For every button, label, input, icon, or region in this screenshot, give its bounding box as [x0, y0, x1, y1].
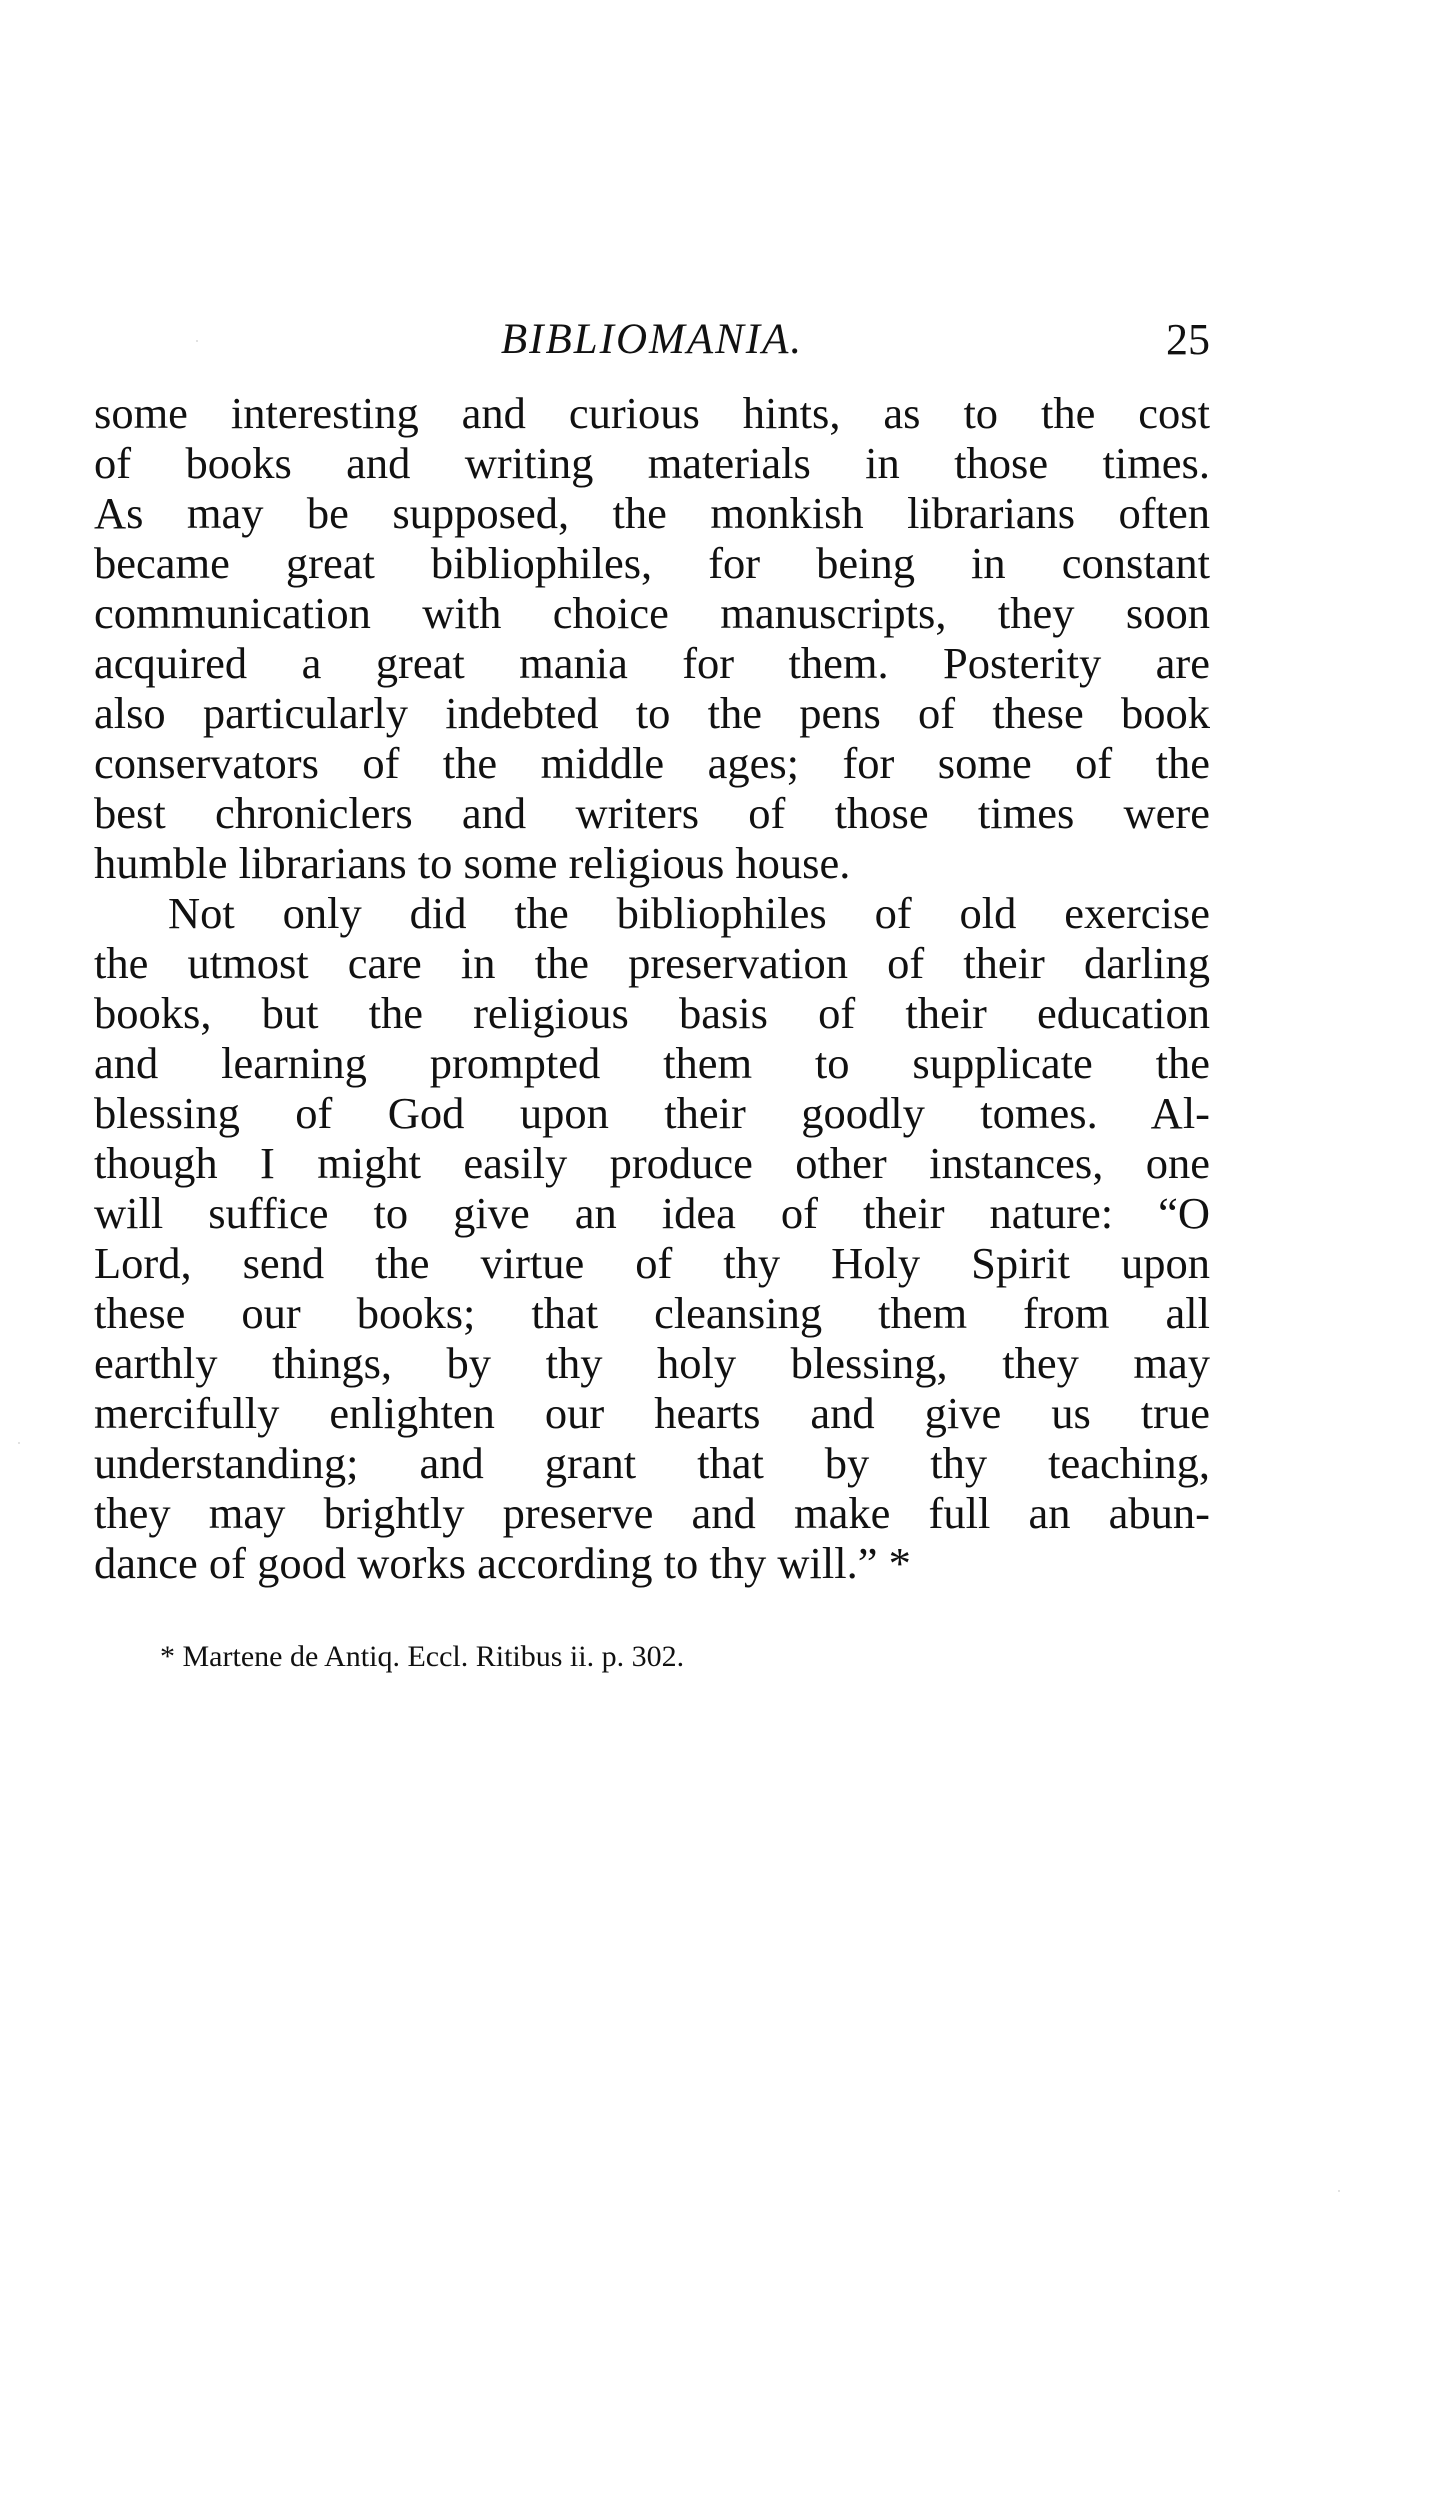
paragraph-2	[94, 888, 1210, 1588]
text-line: blessing of God upon their goodly tomes. Al-	[94, 1088, 1210, 1138]
running-title: BIBLIOMANIA.	[500, 316, 804, 363]
text-line: Lord, send the virtue of thy Holy Spirit upon	[94, 1238, 1210, 1288]
text-line: understanding; and grant that by thy teaching,	[94, 1438, 1210, 1488]
text-line: and learning prompted them to supplicate the	[94, 1038, 1210, 1088]
text-line: will suffice to give an idea of their nature: “O	[94, 1188, 1210, 1238]
text-line: humble librarians to some religious house.	[94, 838, 851, 888]
footnote: * Martene de Antiq. Eccl. Ritibus ii. p. 302.	[160, 1640, 685, 1673]
text-line: the utmost care in the preservation of their darling	[94, 938, 1210, 988]
body-text	[94, 388, 1210, 1588]
text-line: dance of good works according to thy will.” *	[94, 1538, 911, 1588]
paragraph-1	[94, 388, 1210, 888]
running-head	[94, 308, 1210, 372]
text-line: earthly things, by thy holy blessing, they may	[94, 1338, 1210, 1388]
text-line: they may brightly preserve and make full an abun-	[94, 1488, 1210, 1538]
text-line: Not only did the bibliophiles of old exercise	[168, 888, 1210, 938]
text-line: of books and writing materials in those times.	[94, 438, 1210, 488]
text-line: some interesting and curious hints, as to the cost	[94, 388, 1210, 438]
text-line: As may be supposed, the monkish librarians often	[94, 488, 1210, 538]
text-line: became great bibliophiles, for being in constant	[94, 538, 1210, 588]
text-line: these our books; that cleansing them from all	[94, 1288, 1210, 1338]
text-line: acquired a great mania for them. Posterity are	[94, 638, 1210, 688]
text-line: books, but the religious basis of their education	[94, 988, 1210, 1038]
paper-speck	[1338, 2190, 1340, 2192]
text-line: mercifully enlighten our hearts and give us true	[94, 1388, 1210, 1438]
text-line: conservators of the middle ages; for some of the	[94, 738, 1210, 788]
paper-speck	[18, 1442, 20, 1444]
paper-speck	[196, 340, 198, 342]
text-line: though I might easily produce other instances, one	[94, 1138, 1210, 1188]
text-line: best chroniclers and writers of those times were	[94, 788, 1210, 838]
text-line: also particularly indebted to the pens of these book	[94, 688, 1210, 738]
text-line: communication with choice manuscripts, they soon	[94, 588, 1210, 638]
page-number: 25	[1166, 315, 1210, 364]
